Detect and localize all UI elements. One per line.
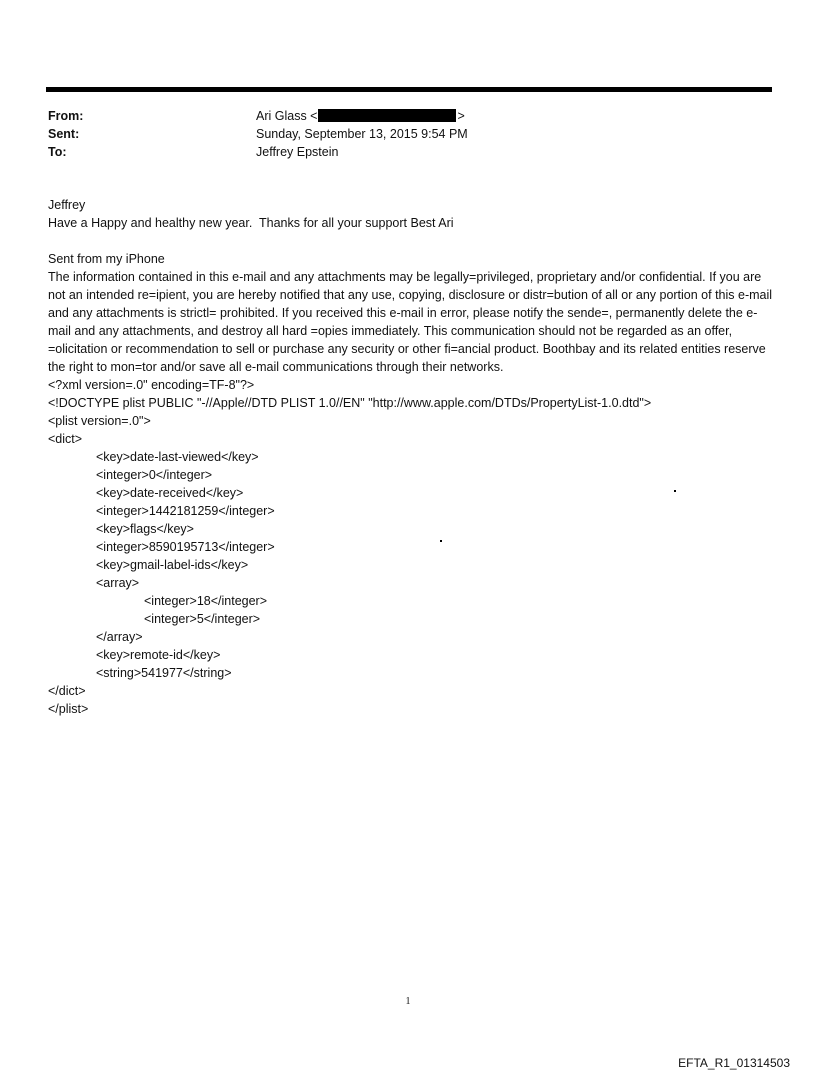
to-label: To: [48,145,67,159]
from-name: Ari Glass < [256,109,318,123]
xml-line: <integer>18</integer> [144,594,268,608]
xml-line: <?xml version=.0" encoding=TF-8"?> [48,378,255,392]
xml-line: <key>flags</key> [96,522,194,536]
xml-line: <integer>5</integer> [144,612,261,626]
xml-line: <key>date-received</key> [96,486,244,500]
xml-line: </array> [96,630,143,644]
page-number: 1 [405,996,411,1007]
header-rule [46,87,772,92]
email-body [48,196,776,718]
xml-line: <string>541977</string> [96,666,232,680]
sent-label: Sent: [48,127,80,141]
xml-line: <!DOCTYPE plist PUBLIC "-//Apple//DTD PLIST 1.0//EN" "http://www.apple.com/DTDs/PropertyList-1.0.dtd"> [48,396,652,410]
xml-line: <key>gmail-label-ids</key> [96,558,249,572]
xml-line: <array> [96,576,140,590]
disclaimer: The information contained in this e-mail and any attachments may be legally=privileged, proprietary and/or confidential. If you are not an intended re=ipient, you are hereby notified that any use, copying, disclosure or distr=bution of all or any portion of this e-mail and any attachments is strictl= prohibited. If you received this e-mail in error, please notify the sende=, permanently delete the e-mail and any attachments, and destroy all hard =opies immediately. This communication should not be regarded as an offer, =olicitation or recommendation to sell or purchase any security or other fi=ancial product. Boothbay and its related entities reserve the right to mon=tor and/or save all e-mail communications through their networks. [48,270,773,374]
sent-value: Sunday, September 13, 2015 9:54 PM [256,127,468,141]
signature: Sent from my iPhone [48,252,165,266]
xml-line: <dict> [48,432,83,446]
redaction-block [318,109,456,122]
xml-line: <integer>0</integer> [96,468,213,482]
xml-line: <key>remote-id</key> [96,648,221,662]
xml-line: <integer>8590195713</integer> [96,540,275,554]
xml-line: <integer>1442181259</integer> [96,504,275,518]
salutation: Jeffrey [48,198,86,212]
to-value: Jeffrey Epstein [256,145,339,159]
message-text: Have a Happy and healthy new year. Thanks for all your support Best Ari [48,216,454,230]
xml-line: </plist> [48,702,89,716]
from-value [256,107,465,125]
xml-line: <key>date-last-viewed</key> [96,450,259,464]
scan-speck [440,540,442,542]
from-label: From: [48,109,84,123]
from-suffix: > [457,109,465,123]
xml-line: </dict> [48,684,86,698]
bates-number: EFTA_R1_01314503 [678,1056,790,1070]
xml-line: <plist version=.0"> [48,414,151,428]
scan-speck [674,490,676,492]
